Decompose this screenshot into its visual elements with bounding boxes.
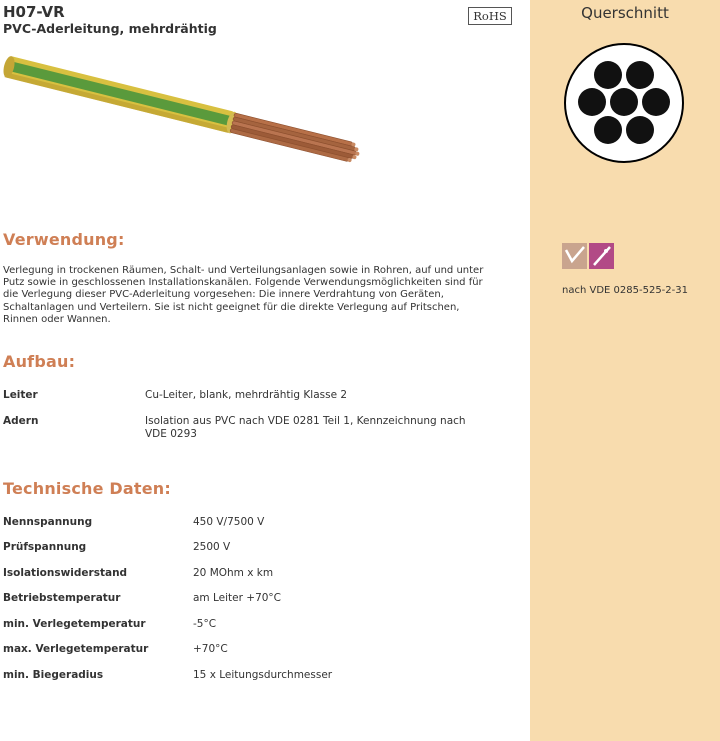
tech-value: 2500 V <box>193 541 231 553</box>
querschnitt-title: Querschnitt <box>581 4 669 22</box>
vde-norm-text: nach VDE 0285-525-2-31 <box>562 285 688 296</box>
tech-label: min. Verlegetemperatur <box>3 618 146 630</box>
tech-label: min. Biegeradius <box>3 669 104 681</box>
tech-value: -5°C <box>193 618 217 630</box>
verwendung-text: Verlegung in trockenen Räumen, Schalt- und Verteilungsanlagen sowie in Rohren, auf und unter Putz sowie in geschlossenen Installationskanälen. Folgende Verwendungsmöglichkeiten sind für die Verlegung dieser PVC-Aderleitung vorgesehen: Die innere Verdrahtung von Geräten, Schaltanlagen und Verteilern. Sie ist nicht geeignet für die direkte Verlegung auf Pritschen, Rinnen oder Wannen. <box>3 265 484 325</box>
tech-value: 450 V/7500 V <box>193 516 265 528</box>
cable-image <box>0 48 380 208</box>
product-title: H07-VR <box>3 3 65 21</box>
aufbau-value: Isolation aus PVC nach VDE 0281 Teil 1, Kennzeichnung nach VDE 0293 <box>145 415 466 440</box>
aufbau-label: Leiter <box>3 389 38 401</box>
cross-section-diagram <box>563 42 685 164</box>
rohs-badge: RoHS <box>468 7 512 25</box>
aufbau-heading: Aufbau: <box>3 352 76 371</box>
tech-value: 20 MOhm x km <box>193 567 274 579</box>
tech-label: max. Verlegetemperatur <box>3 643 149 655</box>
vde-installation-icon <box>562 243 614 269</box>
product-subtitle: PVC-Aderleitung, mehrdrähtig <box>3 21 217 36</box>
tech-label: Isolationswiderstand <box>3 567 128 579</box>
technische-daten-heading: Technische Daten: <box>3 479 171 498</box>
aufbau-label: Adern <box>3 415 39 427</box>
tech-value: +70°C <box>193 643 228 655</box>
tech-label: Nennspannung <box>3 516 93 528</box>
tech-label: Betriebstemperatur <box>3 592 121 604</box>
tech-value: am Leiter +70°C <box>193 592 282 604</box>
tech-value: 15 x Leitungsdurchmesser <box>193 669 333 681</box>
aufbau-value: Cu-Leiter, blank, mehrdrähtig Klasse 2 <box>145 389 348 401</box>
verwendung-heading: Verwendung: <box>3 230 125 249</box>
tech-label: Prüfspannung <box>3 541 87 553</box>
